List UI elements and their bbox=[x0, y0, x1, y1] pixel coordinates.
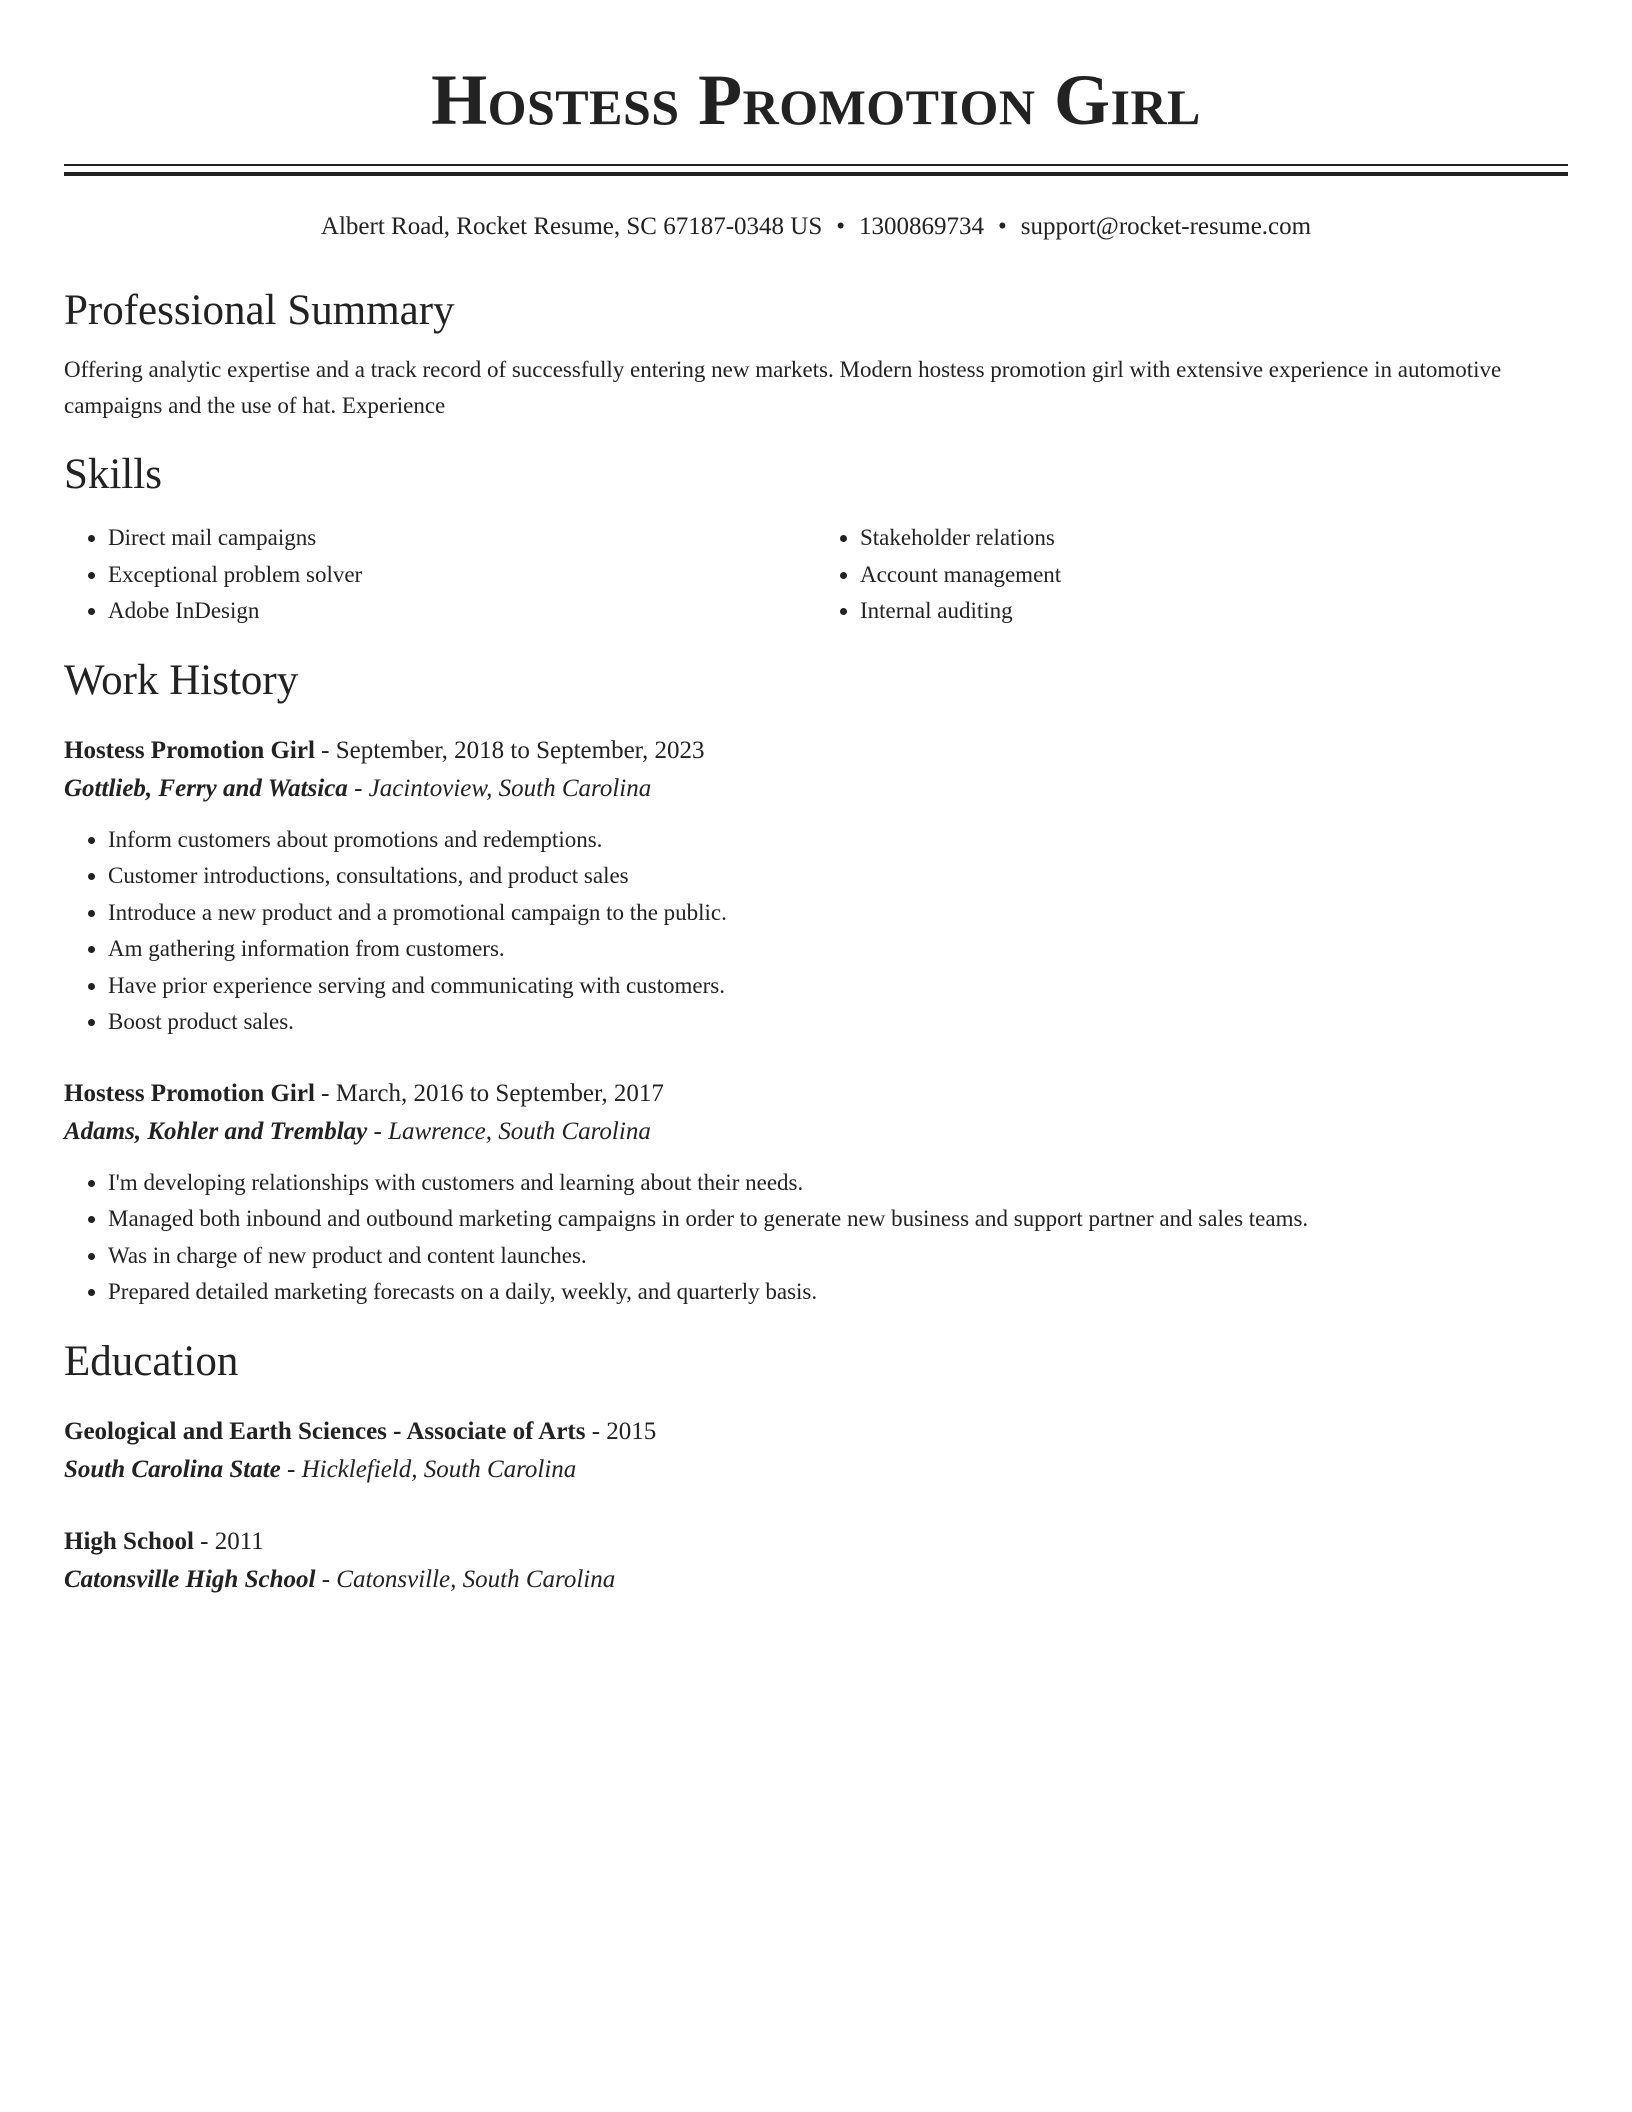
skills-column-right bbox=[816, 520, 1568, 630]
education-location: - Catonsville, South Carolina bbox=[315, 1565, 616, 1593]
skills-column-left bbox=[64, 520, 816, 630]
job-bullet: • Customer introductions, consultations, and product sales bbox=[108, 858, 1568, 895]
contact-separator: • bbox=[998, 213, 1007, 240]
job-bullet: • Prepared detailed marketing forecasts on a daily, weekly, and quarterly basis. bbox=[108, 1274, 1568, 1311]
job-dates: - March, 2016 to September, 2017 bbox=[314, 1079, 664, 1107]
job-company-line bbox=[64, 770, 1568, 808]
header-rule-thick bbox=[64, 172, 1568, 176]
education-degree: High School bbox=[64, 1527, 194, 1555]
work-history-heading: Work History bbox=[64, 656, 299, 704]
job-company: Adams, Kohler and Tremblay bbox=[64, 1117, 368, 1145]
job-bullet: • Managed both inbound and outbound marketing campaigns in order to generate new business and support partner and sales teams. bbox=[108, 1201, 1568, 1238]
job-header bbox=[64, 1075, 1568, 1113]
education-school: Catonsville High School bbox=[64, 1565, 316, 1593]
job-bullets bbox=[64, 822, 1568, 1041]
education-year: - 2015 bbox=[585, 1417, 657, 1445]
contact-address: Albert Road, Rocket Resume, SC 67187-0348 US bbox=[320, 213, 823, 240]
job-company-line bbox=[64, 1113, 1568, 1151]
summary-text: Offering analytic expertise and a track record of successfully entering new markets. Modern hostess promotion girl with extensive experience in automotive campaigns and the use of hat. Experience bbox=[64, 357, 1502, 418]
skill-item: • Stakeholder relations bbox=[860, 520, 1568, 557]
education-degree-line bbox=[64, 1413, 1568, 1451]
job-bullet: • Am gathering information from customers. bbox=[108, 931, 1568, 968]
contact-separator: • bbox=[836, 213, 846, 240]
job-company: Gottlieb, Ferry and Watsica bbox=[64, 774, 348, 802]
job-bullet: • Was in charge of new product and content launches. bbox=[108, 1238, 1568, 1275]
education-heading: Education bbox=[64, 1337, 239, 1385]
skill-item: • Adobe InDesign bbox=[108, 593, 816, 630]
job-dates: - September, 2018 to September, 2023 bbox=[314, 736, 705, 764]
job-location: - Lawrence, South Carolina bbox=[367, 1117, 651, 1145]
header-rule-thin bbox=[64, 164, 1568, 166]
job-bullet: • I'm developing relationships with customers and learning about their needs. bbox=[108, 1165, 1568, 1202]
job-bullet: • Inform customers about promotions and redemptions. bbox=[108, 822, 1568, 859]
education-entry bbox=[64, 1523, 1568, 1599]
contact-email: support@rocket-resume.com bbox=[1020, 213, 1312, 240]
skills-list bbox=[64, 520, 1568, 630]
job-role: Hostess Promotion Girl bbox=[64, 1079, 315, 1107]
job-role: Hostess Promotion Girl bbox=[64, 736, 315, 764]
job-entry bbox=[64, 732, 1568, 1041]
skill-item: • Exceptional problem solver bbox=[108, 557, 816, 594]
summary-heading: Professional Summary bbox=[64, 287, 455, 334]
education-entry bbox=[64, 1413, 1568, 1489]
contact-phone: 1300869734 bbox=[859, 213, 985, 240]
job-bullets bbox=[64, 1165, 1568, 1311]
education-degree-line bbox=[64, 1523, 1568, 1561]
job-entry bbox=[64, 1075, 1568, 1311]
education-location: - Hicklefield, South Carolina bbox=[280, 1455, 577, 1483]
job-location: - Jacintoview, South Carolina bbox=[347, 774, 652, 802]
contact-line bbox=[64, 212, 1568, 242]
education-school-line bbox=[64, 1451, 1568, 1489]
education-school-line bbox=[64, 1561, 1568, 1599]
job-bullet: • Introduce a new product and a promotional campaign to the public. bbox=[108, 895, 1568, 932]
resume-name: Hostess Promotion Girl bbox=[431, 60, 1201, 140]
education-school: South Carolina State bbox=[64, 1455, 281, 1483]
skill-item: • Direct mail campaigns bbox=[108, 520, 816, 557]
education-year: - 2011 bbox=[193, 1527, 264, 1555]
job-bullet: • Boost product sales. bbox=[108, 1004, 1568, 1041]
education-degree: Geological and Earth Sciences - Associate of Arts bbox=[64, 1417, 586, 1445]
skill-item: • Account management bbox=[860, 557, 1568, 594]
job-bullet: • Have prior experience serving and communicating with customers. bbox=[108, 968, 1568, 1005]
skill-item: • Internal auditing bbox=[860, 593, 1568, 630]
skills-heading: Skills bbox=[64, 451, 162, 498]
job-header bbox=[64, 732, 1568, 770]
